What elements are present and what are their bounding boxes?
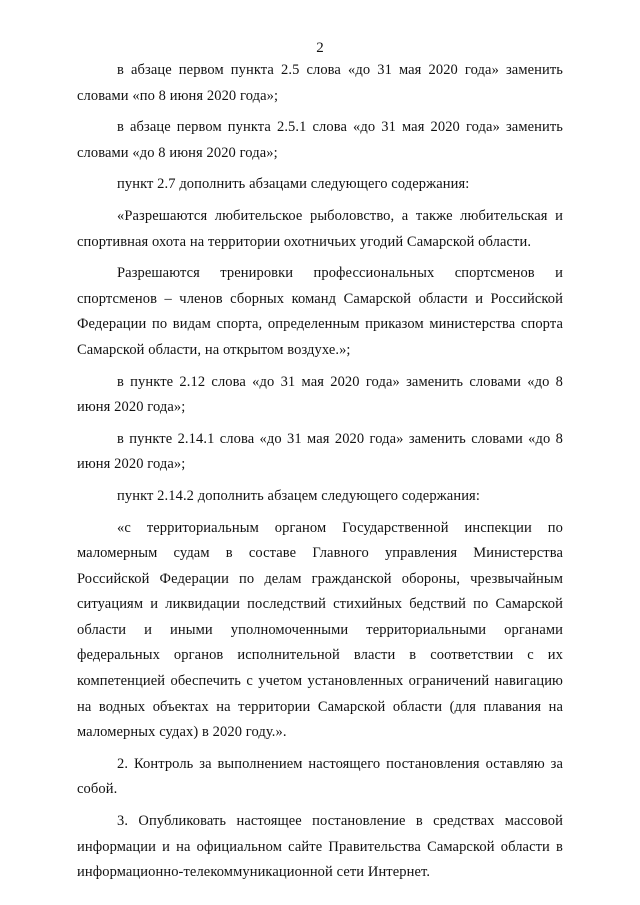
paragraph-amend-2-14-2-intro: пункт 2.14.2 дополнить абзацем следующего содержания:	[117, 487, 480, 504]
page-number: 2	[316, 40, 324, 56]
paragraph-control: 2. Контроль за выполнением настоящего постановления оставляю за собой.	[77, 755, 563, 798]
paragraph-amend-2-5: в абзаце первом пункта 2.5 слова «до 31 мая 2020 года» заменить словами «по 8 июня 2020 года»;	[77, 62, 563, 104]
paragraph-fishing-hunting: «Разрешаются любительское рыболовство, а также любительская и спортивная охота на территории охотничьих угодий Самарской области.	[77, 207, 563, 250]
paragraph-publish: 3. Опубликовать настоящее постановление в средствах массовой информации и на официальном сайте Правительства Самарской области в информационно-телекоммуникационной сети Интернет.	[77, 813, 563, 881]
paragraph-amend-2-5-1: в абзаце первом пункта 2.5.1 слова «до 31 мая 2020 года» заменить словами «до 8 июня 2020 года»;	[77, 119, 563, 161]
paragraph-amend-2-12: в пункте 2.12 слова «до 31 мая 2020 года» заменить словами «до 8 июня 2020 года»;	[77, 373, 563, 416]
document-body	[77, 58, 563, 892]
paragraph-navigation: «с территориальным органом Государственной инспекции по маломерным судам в составе Главного управления Министерства Российской Федерации по делам гражданской обороны, чрезвычайным ситуациям и ликвидации последствий стихийных бедствий по Самарской области и иными уполномоченными территориальными органами федеральных органов исполнительной власти в соответствии с их компетенцией обеспечить с учетом установленных ограничений навигацию на водных объектах на территории Самарской области (для плавания на маломерных судах) в 2020 году.».	[77, 519, 563, 741]
paragraph-training: Разрешаются тренировки профессиональных спортсменов и спортсменов – членов сборных команд Самарской области и Российской Федерации по видам спорта, определенным приказом министерства спорта Самарской области, на открытом воздухе.»;	[77, 265, 563, 358]
paragraph-amend-2-7-intro: пункт 2.7 дополнить абзацами следующего содержания:	[117, 176, 470, 193]
paragraph-amend-2-14-1: в пункте 2.14.1 слова «до 31 мая 2020 года» заменить словами «до 8 июня 2020 года»;	[77, 430, 563, 473]
